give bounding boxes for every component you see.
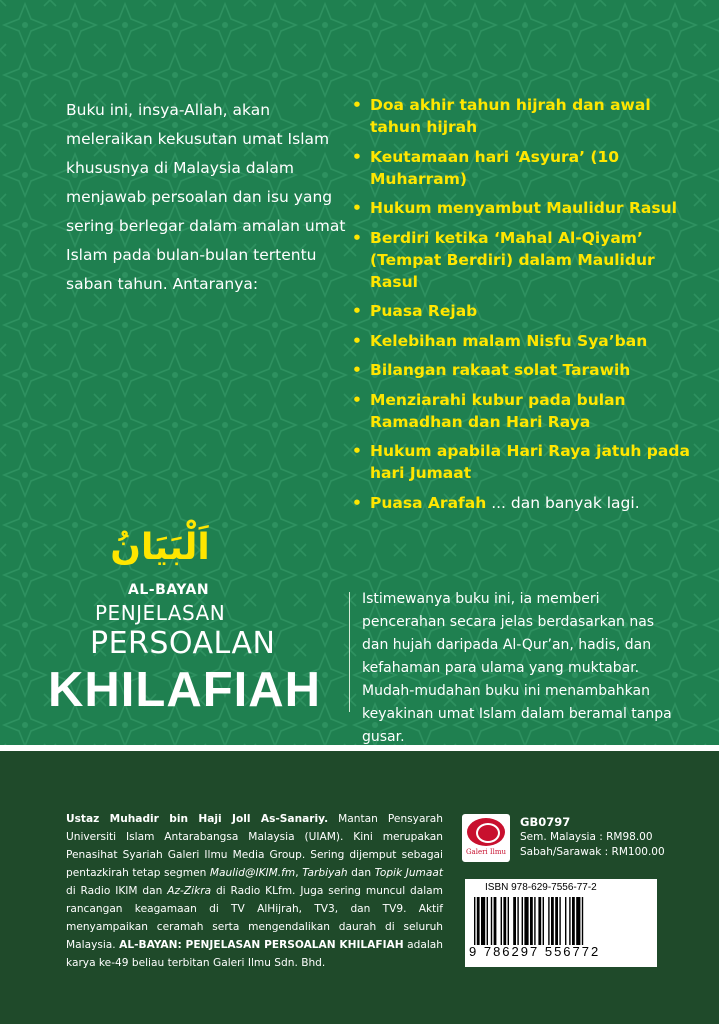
list-item: • Bilangan rakaat solat Tarawih [352, 361, 631, 379]
barcode-bar [503, 897, 506, 945]
barcode-bars-icon [474, 897, 648, 945]
barcode-bar [494, 897, 497, 945]
price-sabah-sarawak: Sabah/Sarawak : RM100.00 [520, 846, 665, 858]
barcode-bar [576, 897, 580, 945]
title-line-1: PENJELASAN [95, 601, 226, 625]
barcode-digits: 9 786297 556772 [469, 944, 601, 959]
list-item: • Puasa Rejab [352, 302, 478, 320]
topic-list [352, 94, 697, 521]
barcode-bar [548, 897, 549, 945]
barcode-bar [474, 897, 475, 945]
barcode-bar [530, 897, 533, 945]
list-item: • Hukum menyambut Maulidur Rasul [352, 199, 677, 217]
author-bio: Ustaz Muhadir bin Haji Joll As-Sanariy. Mantan Pensyarah Universiti Islam Antarabangsa Malaysia (UIAM). Kini merupakan Penasihat Syariah Galeri Ilmu Media Group. Sering dijemput sebagai pentazkirah tetap segmen Maulid@IKIM.fm, Tarbiyah dan Topik Jumaat di Radio IKIM dan Az-Zikra di Radio KLfm. Juga sering muncul dalam rancangan keagamaan di TV AlHijrah, TV3, dan TV9. Aktif menyampaikan ceramah serta mengendalikan daurah di seluruh Malaysia. AL-BAYAN: PENJELASAN PERSOALAN KHILAFIAH adalah karya ke-49 beliau terbitan Galeri Ilmu Sdn. Bhd. [66, 813, 443, 969]
barcode-bar [582, 897, 583, 945]
barcode-bar [538, 897, 541, 945]
list-item: • Doa akhir tahun hijrah dan awal tahun hijrah [352, 96, 651, 136]
price-block [520, 815, 690, 860]
list-item: • Kelebihan malam Nisfu Sya’ban [352, 331, 648, 350]
barcode-bar [481, 897, 485, 945]
arabic-title: اَلْبَيَانُ [110, 527, 210, 568]
list-item: • Puasa Arafah ... dan banyak lagi. [352, 493, 640, 512]
publisher-logo-text: Galeri Ilmu [465, 848, 507, 856]
barcode-bar [534, 897, 535, 945]
isbn-label: ISBN 978-629-7556-77-2 [485, 882, 597, 893]
list-item: • Berdiri ketika ‘Mahal Al-Qiyam’ (Tempat Berdiri) dalam Maulidur Rasul [352, 228, 655, 291]
barcode-bar [551, 897, 554, 945]
bullet-icon: • [352, 390, 362, 409]
bullet-icon: • [352, 199, 362, 217]
barcode-bar [522, 897, 523, 945]
vertical-rule [349, 592, 350, 712]
title-line-3: KHILAFIAH [48, 663, 322, 717]
barcode-bar [487, 897, 488, 945]
barcode-bar [555, 897, 558, 945]
publisher-logo [462, 814, 510, 862]
product-code: GB0797 [520, 815, 571, 829]
bullet-icon: • [352, 96, 362, 114]
list-item: • Menziarahi kubur pada bulan Ramadhan dan Hari Raya [352, 390, 626, 431]
barcode [465, 879, 657, 967]
description-paragraph: Istimewanya buku ini, ia memberi pencerahan secara jelas berdasarkan nas dan hujah daripada Al-Qur’an, hadis, dan kefahaman para ulama yang muktabar. Mudah-mudahan buku ini menambahkan keyakinan umat Islam dalam beramal tanpa gusar. [362, 591, 672, 745]
barcode-bar [559, 897, 560, 945]
barcode-bar [569, 897, 570, 945]
bullet-icon: • [352, 331, 362, 350]
title-line-2: PERSOALAN [90, 626, 276, 661]
bullet-icon: • [352, 302, 362, 320]
bullet-icon: • [352, 442, 362, 460]
barcode-bar [491, 897, 492, 945]
brand-title: AL-BAYAN [128, 582, 210, 598]
barcode-bar [477, 897, 480, 945]
barcode-bar [517, 897, 518, 945]
list-suffix: ... dan banyak lagi. [486, 493, 640, 512]
publisher-logo-icon [467, 818, 505, 846]
author-name: Ustaz Muhadir bin Haji Joll As-Sanariy. [66, 813, 329, 825]
barcode-bar [524, 897, 528, 945]
bullet-icon: • [352, 361, 362, 379]
bullet-icon: • [352, 228, 362, 247]
barcode-bar [513, 897, 516, 945]
price-malaysia: Sem. Malaysia : RM98.00 [520, 831, 653, 843]
bullet-icon: • [352, 147, 362, 166]
list-item: • Hukum apabila Hari Raya jatuh pada hari Jumaat [352, 442, 690, 482]
barcode-bar [572, 897, 575, 945]
barcode-bar [565, 897, 566, 945]
intro-paragraph: Buku ini, insya-Allah, akan meleraikan kekusutan umat Islam khususnya di Malaysia dalam menjawab persoalan dan isu yang sering berlegar dalam amalan umat Islam pada bulan-bulan tertentu saban tahun. Antaranya: [66, 101, 346, 293]
bullet-icon: • [352, 493, 362, 512]
barcode-bar [543, 897, 544, 945]
book-title-inline: AL-BAYAN: PENJELASAN PERSOALAN KHILAFIAH [119, 939, 404, 951]
list-item: • Keutamaan hari ‘Asyura’ (10 Muharram) [352, 147, 620, 188]
barcode-bar [508, 897, 509, 945]
barcode-bar [501, 897, 502, 945]
